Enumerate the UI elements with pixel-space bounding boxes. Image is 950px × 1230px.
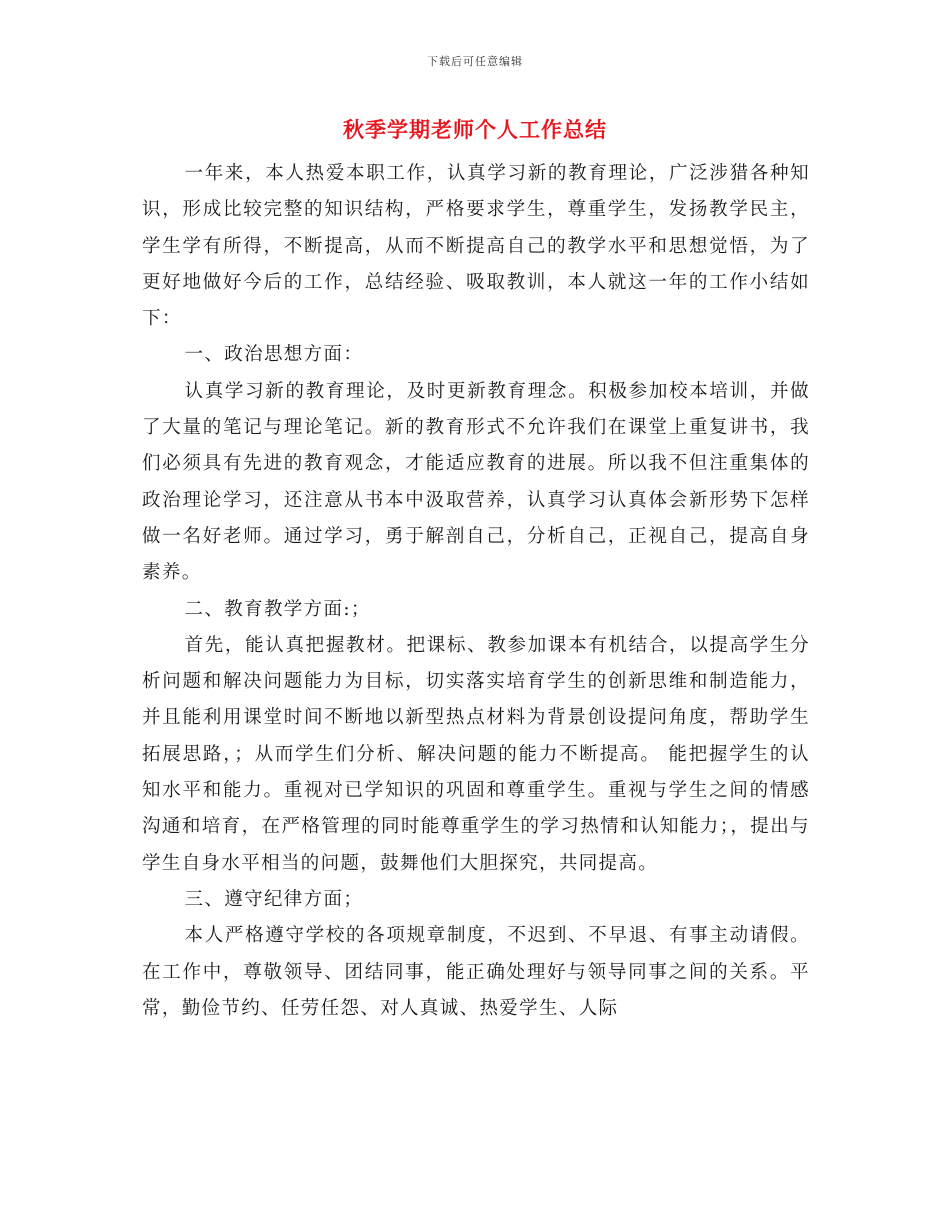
heading-political: 一、政治思想方面： (184, 344, 364, 366)
paragraph-intro: 一年来，本人热爱本职工作，认真学习新的教育理论，广泛涉猎各种知识，形成比较完整的知识结构，严格要求学生，尊重学生，发扬教学民主，学生学有所得，不断提高，从而不断提高自己的教学水平和思想觉悟，为了更好地做好今后的工作，总结经验、吸取教训，本人就这一年的工作小结如下： (142, 163, 810, 330)
document-title: 秋季学期老师个人工作总结 (343, 117, 607, 142)
heading-teaching: 二、教育教学方面:； (184, 598, 371, 620)
paragraph-political: 认真学习新的教育理论，及时更新教育理念。积极参加校本培训，并做了大量的笔记与理论笔记。新的教育形式不允许我们在课堂上重复讲书，我们必须具有先进的教育观念，才能适应教育的进展。所以我不但注重集体的政治理论学习，还注意从书本中汲取营养，认真学习认真体会新形势下怎样做一名好老师。通过学习，勇于解剖自己，分析自己，正视自己，提高自身素养。 (142, 380, 810, 584)
paragraph-discipline: 本人严格遵守学校的各项规章制度，不迟到、不早退、有事主动请假。在工作中，尊敬领导、团结同事，能正确处理好与领导同事之间的关系。平常，勤俭节约、任劳任怨、对人真诚、热爱学生、人际 (142, 925, 810, 1019)
document-body (142, 156, 810, 1027)
page-header-note: 下载后可任意编辑 (427, 55, 523, 68)
heading-discipline: 三、遵守纪律方面； (184, 888, 364, 910)
paragraph-teaching: 首先，能认真把握教材。把课标、教参加课本有机结合，以提高学生分析问题和解决问题能力为目标，切实落实培育学生的创新思维和制造能力，并且能利用课堂时间不断地以新型热点材料为背景创设提问角度，帮助学生拓展思路，；从而学生们分析、解决问题的能力不断提高。 能把握学生的认知水平和能力。重视对已学知识的巩固和尊重学生。重视与学生之间的情感沟通和培育，在严格管理的同时能尊重学生的学习热情和认知能力；，提出与学生自身水平相当的问题，鼓舞他们大胆探究，共同提高。 (142, 634, 810, 874)
